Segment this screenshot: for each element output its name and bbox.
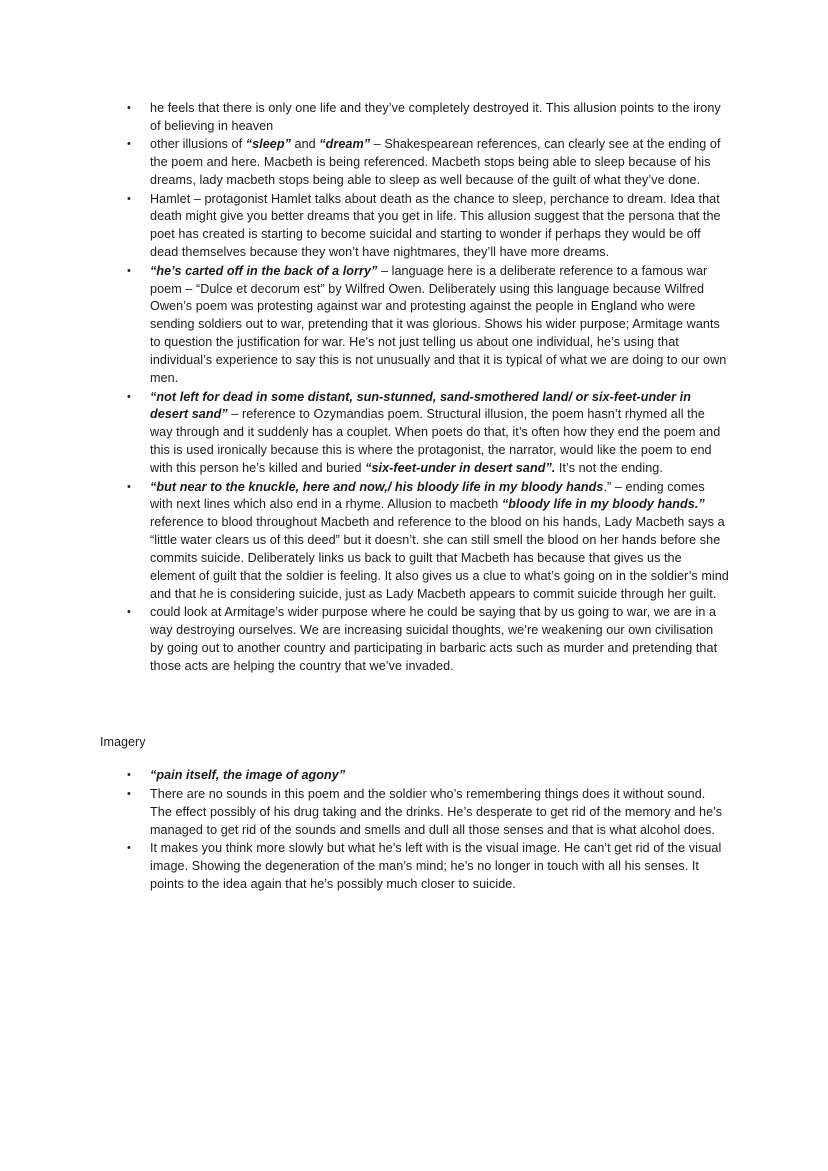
text-run: – language here is a deliberate reference to a famous war poem – “Dulce et decorum est” by Wilfred Owen. Deliberately using this language because Wilfred Owen’s poem was protesting against war and protesting against the people in England who were sending soldiers out to war, pretending that it was glorious. Shows his wider purpose; Armitage wants to question the justification for war. He’s not just telling us about one individual, he’s using that individual’s experience to say this is not unusually and that it is typical of what we are doing to our own men.: [150, 263, 727, 386]
quoted-phrase: “bloody life in my bloody hands.”: [501, 497, 705, 512]
document-content: [100, 100, 730, 894]
list-item: [100, 136, 730, 190]
allusions-bullet-list: [100, 100, 730, 676]
quoted-phrase: “not left for dead in some distant, sun-stunned, sand-smothered land/ or six-feet-under in desert sand”: [150, 389, 691, 422]
text-run: It makes you think more slowly but what he’s left with is the visual image. He can’t get rid of the visual image. Showing the degeneration of the man’s mind; he’s no longer in touch with all his senses. It points to the idea again that he’s possibly much closer to suicide.: [150, 841, 722, 891]
quoted-phrase: “dream”: [319, 137, 371, 152]
text-run: Hamlet – protagonist Hamlet talks about death as the chance to sleep, perchance to dream. Idea that death might give you better dreams that you get in life. This allusion suggest that the persona that the poet has created is starting to become suicidal and starting to wonder if perhaps they would be off dead themselves because they won’t have nightmares, they’ll have more dreams.: [150, 191, 721, 260]
text-run: could look at Armitage’s wider purpose where he could be saying that by us going to war, we are in a way destroying ourselves. We are increasing suicidal thoughts, we’re weakening our own civilisation by going out to another country and participating in barbaric acts such as murder and pretending that those acts are helping the country that we’ve invaded.: [150, 605, 718, 674]
text-run: .” – ending comes with next lines which also end in a rhyme. Allusion to macbeth: [150, 479, 705, 512]
quoted-phrase: “but near to the knuckle, here and now,/ his bloody life in my bloody hands: [150, 479, 604, 494]
list-item: [100, 767, 730, 785]
quoted-phrase: “six-feet-under in desert sand”.: [365, 461, 556, 476]
text-run: other illusions of: [150, 137, 246, 152]
quoted-phrase: “he’s carted off in the back of a lorry”: [150, 263, 378, 278]
text-run: It’s not the ending.: [555, 461, 663, 476]
quoted-phrase: “pain itself, the image of agony”: [150, 768, 346, 783]
list-item: [100, 263, 730, 388]
text-run: he feels that there is only one life and they’ve completely destroyed it. This allusion points to the irony of believing in heaven: [150, 101, 721, 133]
list-item: [100, 100, 730, 136]
text-run: reference to blood throughout Macbeth and reference to the blood on his hands, Lady Macbeth says a “little water clears us of this deed” but it doesn’t. she can still smell the blood on her hands before she commits suicide. Deliberately links us back to guilt that Macbeth has because that gives us the element of guilt that the soldier is feeling. It also gives us a clue to what’s going on in the soldier’s mind and that he is considering suicide, just as Lady Macbeth appears to commit suicide through her guilt.: [150, 515, 729, 601]
list-item: [100, 786, 730, 840]
text-run: There are no sounds in this poem and the soldier who’s remembering things does it without sound. The effect possibly of his drug taking and the drinks. He’s desperate to get rid of the memory and he’s managed to get rid of the sounds and smells and dull all those senses and that is what alcohol does.: [150, 786, 723, 837]
section-heading-imagery: Imagery: [100, 734, 146, 749]
list-item: [100, 191, 730, 263]
list-item: [100, 840, 730, 894]
text-run: – reference to Ozymandias poem. Structural illusion, the poem hasn’t rhymed all the way through and it suddenly has a couplet. When poets do that, it’s often how they end the poem and this is used ironically because this is where the protagonist, the narrator, would like the poem to end with this person he’s killed and buried: [150, 407, 721, 476]
text-run: – Shakespearean references, can clearly see at the ending of the poem and here. Macbeth is being referenced. Macbeth stops being able to sleep because of his dreams, lady macbeth stops being able to sleep as well because of the guilt of what they’ve done.: [150, 137, 721, 188]
list-item: [100, 389, 730, 479]
quoted-phrase: “sleep”: [245, 137, 291, 152]
imagery-bullet-list: [100, 767, 730, 893]
heading-spacer: [100, 751, 730, 767]
text-run: and: [290, 137, 320, 152]
list-item: [100, 604, 730, 676]
section-spacer: [100, 677, 730, 734]
list-item: [100, 479, 730, 604]
